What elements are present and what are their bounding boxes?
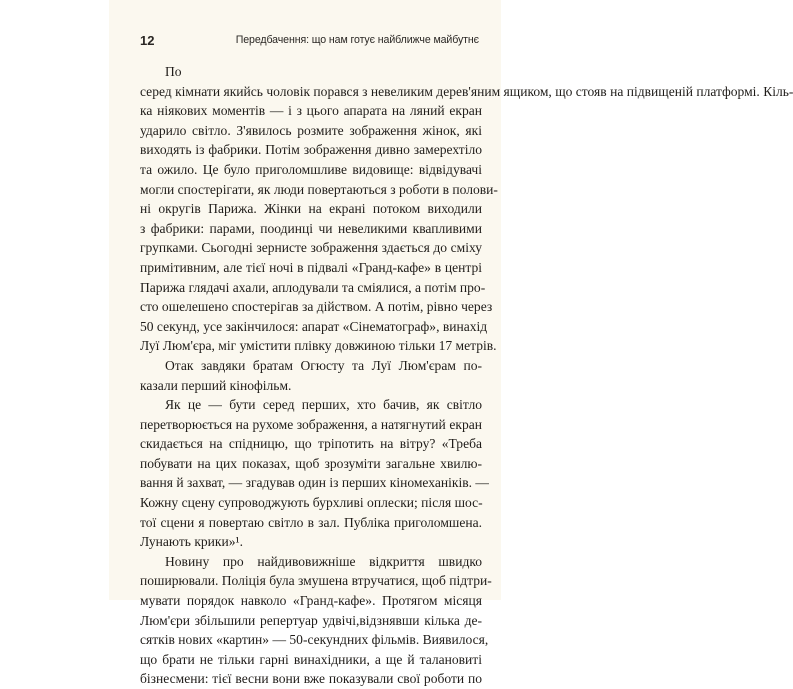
running-head xyxy=(140,33,479,49)
text-line-1a: серед кімнати якийсь чоловік порався з невеликим дерев'яним ящиком, що стояв на підвищеній платформі. Кіль- xyxy=(140,83,793,99)
text-line: перетворюється на рухоме зображення, а натягнутий екран xyxy=(140,416,482,432)
text-line: та ожило. Це було приголомшливе видовище: відвідувачі xyxy=(140,161,482,177)
text-line: По xyxy=(165,64,182,79)
text-line: поширювали. Поліція була змушена втручатися, щоб підтри- xyxy=(140,573,492,589)
text-line: сто ошелешено спостерігав за дійством. А потім, рівно через xyxy=(140,299,493,315)
text-line: могли спостерігати, як люди повертаються з роботи в полови- xyxy=(140,181,498,197)
text-line: побувати на цих показах, щоб зрозуміти загальне хвилю- xyxy=(140,455,482,471)
text-line: сятків нових «картин» — 50-секундних фільмів. Виявилося, xyxy=(140,632,489,648)
paragraph xyxy=(140,356,482,395)
text-line: Кожну сцену супроводжують бурхливі оплески; після шос- xyxy=(140,495,483,511)
text-line: Люм'єри збільшили репертуар удвічі,відзнявши кілька де- xyxy=(140,612,482,628)
text-line: скидається на спідницю, що тріпотить на вітру? «Треба xyxy=(140,436,482,452)
text-line: тої сцени я повертаю світло в зал. Публіка приголомшена. xyxy=(140,514,482,530)
page-number: 12 xyxy=(140,33,155,48)
text-line: вання й захват, — згадував один із перших кіномеханіків. — xyxy=(140,475,489,491)
text-line: ні округів Парижа. Жінки на екрані потоком виходили xyxy=(140,201,482,217)
text-line: виходять із фабрики. Потім зображення дивно замерехтіло xyxy=(140,142,482,158)
text-line: казали перший кінофільм. xyxy=(140,377,292,393)
paragraph xyxy=(140,552,492,689)
text-line: групками. Сьогодні зернисте зображення здається до сміху xyxy=(140,240,482,256)
text-line: Парижа глядачі ахали, аплодували та сміялися, а потім про- xyxy=(140,279,486,295)
book-page xyxy=(109,0,793,687)
running-title: Передбачення: що нам готує найближче майбутнє xyxy=(235,34,479,46)
text-line: Луї Люм'єра, міг умістити плівку довжиною тільки 17 метрів. xyxy=(140,338,497,354)
text-line: 50 секунд, усе закінчилося: апарат «Сінематограф», винахід xyxy=(140,318,488,334)
paragraph xyxy=(140,62,793,356)
body-text xyxy=(140,62,793,689)
text-line: Лунають крики»¹. xyxy=(140,534,243,550)
text-line: ка ніякових моментів — і з цього апарата на ляний екран xyxy=(140,103,482,119)
paragraph xyxy=(140,395,489,552)
text-line: ударило світло. З'явилось розмите зображення жінок, які xyxy=(140,122,482,138)
text-line: примітивним, але тієї ночі в підвалі «Гранд-кафе» в центрі xyxy=(140,259,482,275)
text-line: з фабрики: парами, поодинці чи невеликими квапливими xyxy=(140,220,482,236)
text-line: мувати порядок навколо «Гранд-кафе». Протягом місяця xyxy=(140,593,482,609)
text-line: Як це — бути серед перших, хто бачив, як світло xyxy=(165,397,482,413)
text-line: бізнесмени: тієї весни вони вже показували свої роботи по xyxy=(140,671,482,687)
text-line: що брати не тільки гарні винахідники, а ще й талановиті xyxy=(140,651,482,667)
text-line: Отак завдяки братам Огюсту та Луї Люм'єрам по- xyxy=(165,357,482,373)
text-line: Новину про найдивовижніше відкриття швидко xyxy=(165,553,482,569)
